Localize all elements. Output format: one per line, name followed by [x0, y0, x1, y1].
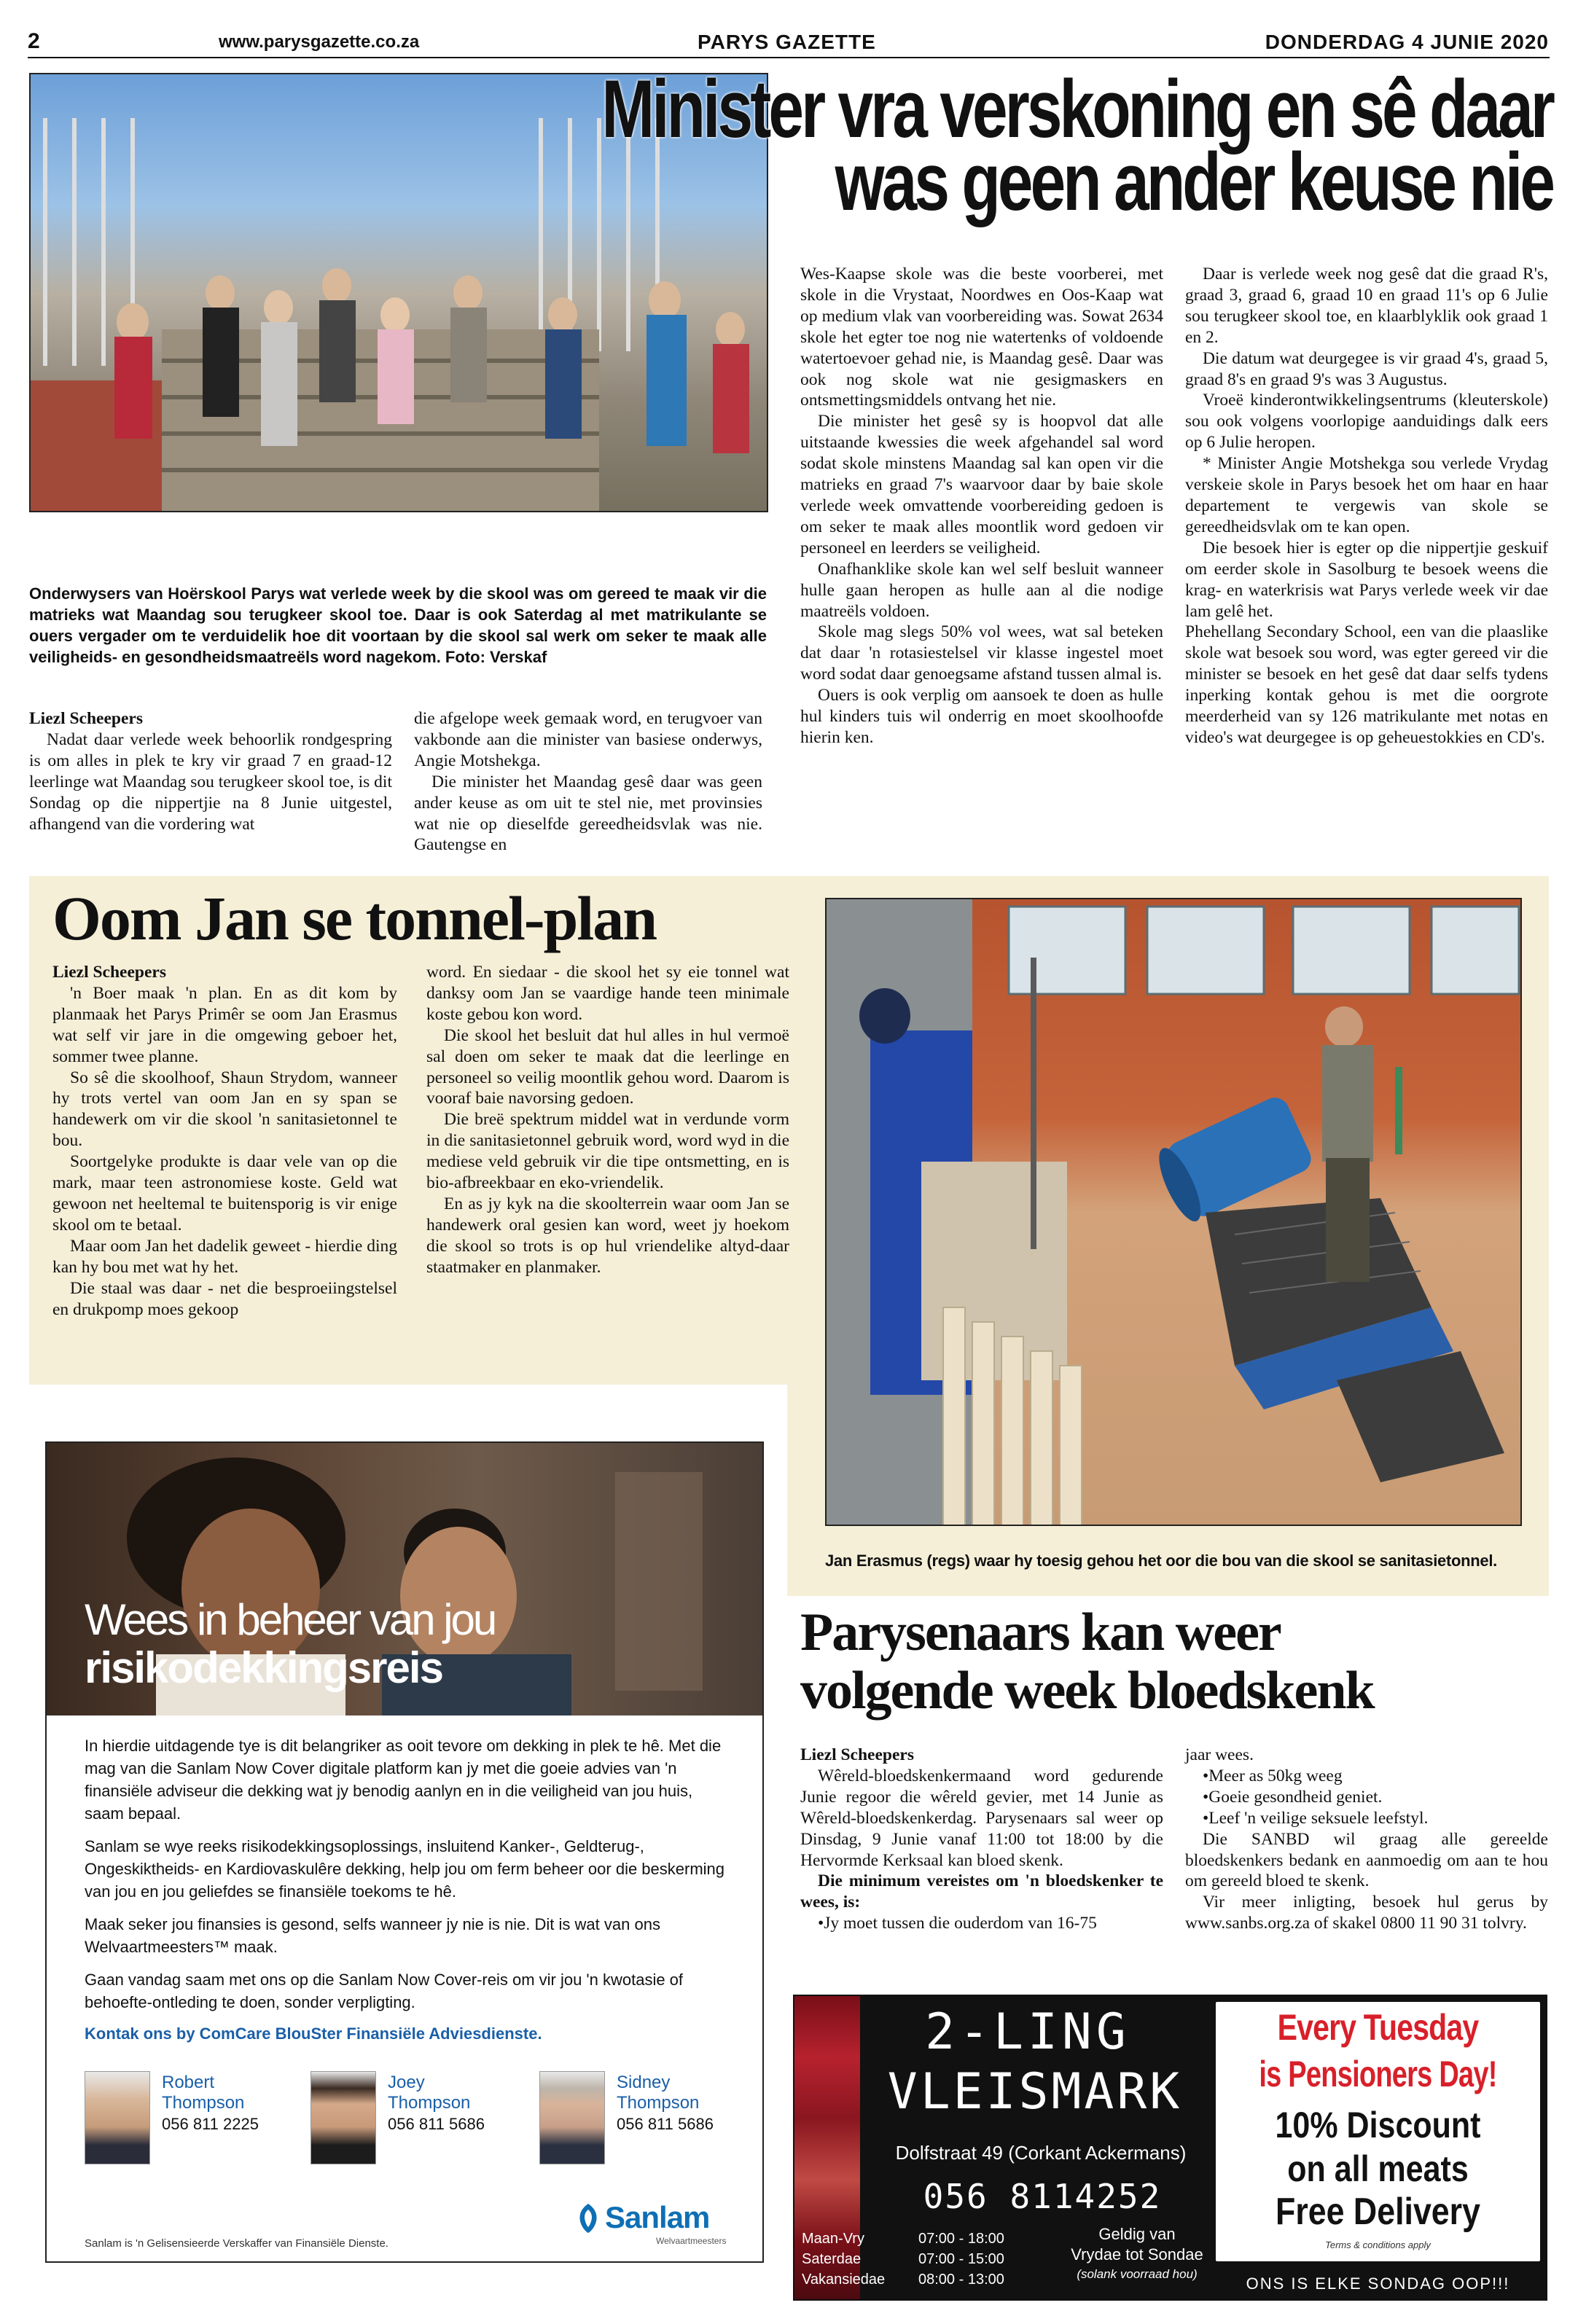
contact-last-name: Thompson [388, 2093, 471, 2113]
hours-time-2: 07:00 - 15:00 [918, 2251, 1004, 2267]
promo-terms: Terms & conditions apply [1325, 2239, 1431, 2250]
vleismark-name-2: VLEISMARK [887, 2063, 1183, 2121]
paragraph: Die staal was daar - net die besproeiingstelsel en drukpomp moes gekoop [52, 1278, 397, 1319]
main-headline [484, 63, 1552, 227]
header-rule [28, 57, 1550, 58]
sanlam-logo-sub: Welvaartmeesters [656, 2236, 727, 2246]
byline: Liezl Scheepers [800, 1745, 914, 1764]
sanlam-para-2: Sanlam se wye reeks risikodekkingsoplossings, insluitend Kanker-, Geldterug-, Ongeskiktheids- en Kardiovaskulêre dekking, help jou om ferm beheer oor die beskerming van jou en jou geliefdes se finansiële toekoms te hê. [85, 1837, 725, 1901]
paragraph-bold: Die minimum vereistes om 'n bloedskenker te wees, is: [800, 1871, 1163, 1912]
blood-headline-line-2: volgende week bloedskenk [800, 1661, 1374, 1721]
bullet: •Leef 'n veilige seksuele leefstyl. [1203, 1808, 1429, 1828]
vleismark-address: Dolfstraat 49 (Corkant Ackermans) [895, 2142, 1187, 2164]
article1-column-4 [1185, 264, 1548, 748]
avatar [310, 2071, 376, 2164]
paragraph: Die minister het Maandag gesê daar was geen ander keuse as om uit te stel nie, met provinsies wat nie op dieselfde gereedheidsvlak was nie. Gautengse en [414, 772, 762, 855]
promo-line-3: 10% Discount [1275, 2105, 1481, 2145]
sanlam-disclaimer: Sanlam is 'n Gelisensieerde Verskaffer van Finansiële Dienste. [85, 2237, 388, 2250]
promo-line-5: Free Delivery [1276, 2191, 1480, 2233]
contact-card-joey[interactable] [310, 2071, 529, 2173]
hours-day-2: Saterdae [802, 2251, 862, 2267]
article1-column-1 [29, 708, 392, 834]
contact-first-name: Sidney [617, 2073, 671, 2092]
sanlam-logo[interactable] [576, 2201, 736, 2252]
blood-headline-line-1: Parysenaars kan weer [800, 1603, 1281, 1662]
promo-line-4: on all meats [1287, 2148, 1469, 2189]
paragraph: 'n Boer maak 'n plan. En as dit kom by planmaak het Parys Primêr se oom Jan Erasmus wat self vir jare in die omgewing geboer het, sommer twee planne. [52, 983, 397, 1066]
issue-date: DONDERDAG 4 JUNIE 2020 [1265, 31, 1549, 53]
sanlam-ad-body [85, 1734, 726, 2045]
delivery-line-1: Geldig van [1098, 2225, 1176, 2243]
tunnel-photo [825, 898, 1522, 1526]
contact-card-sidney[interactable] [539, 2071, 758, 2173]
paragraph: Wêreld-bloedskenkermaand word gedurende Junie regoor die wêreld gevier, met 14 Junie as Wêreld-bloedskenkerdag. Parysenaars sal weer op Dinsdag, 9 Junie vanaf 11:00 tot 18:00 by die Hervormde Kerksaal kan bloed skenk. [800, 1766, 1163, 1870]
bullet: •Jy moet tussen die ouderdom van 16-75 [818, 1914, 1097, 1933]
contact-first-name: Robert [162, 2073, 215, 2092]
paragraph: Die SANBD wil graag alle gereelde bloedskenkers bedank en aanmoedig om aan te hou om gereeld bloed te skenk. [1185, 1829, 1548, 1891]
blood-headline [800, 1603, 1551, 1720]
contact-phone[interactable]: 056 811 2225 [162, 2115, 259, 2133]
article1-column-2 [414, 708, 762, 856]
page-number: 2 [28, 29, 40, 53]
paragraph: Soortgelyke produkte is daar vele van op die mark, maar teen astronomiese koste. Geld wat gewoon net heeltemal te buitensporig is vir enige skool om te betaal. [52, 1152, 397, 1235]
paragraph: Vroeë kinderontwikkelingsentrums (kleuterskole) sou ook volgens voorlopige aanduidings dalk eers op 6 Julie heropen. [1185, 391, 1548, 453]
sanlam-ad-headline-2: risikodekkingsreis [85, 1643, 442, 1692]
paragraph: Phehellang Secondary School, een van die plaaslike skole wat besoek sou word, was egter gereed vir die minister se besoek en het gesê dat daar selfs tydens inperking kontak gehou is met die oorgrote meerderheid van sy 126 matrikulante met notas en video's wat deurgegee is op geheuestokkies en CD's. [1185, 622, 1548, 747]
vleismark-ad[interactable] [793, 1995, 1547, 2301]
delivery-note: (solank voorraad hou) [1077, 2267, 1198, 2281]
sanlam-para-3: Maak seker jou finansies is gesond, selfs wanneer jy nie is nie. Dit is wat van ons Welvaartmeesters™ maak. [85, 1915, 660, 1956]
paragraph: En as jy kyk na die skoolterrein waar oom Jan se handewerk oral gesien kan word, weet jy hoekom die skool so trots is op hul vriendelike altyd-daar staatmaker en planmaker. [426, 1194, 789, 1277]
sanlam-shield-icon [576, 2202, 601, 2234]
bullet: •Goeie gesondheid geniet. [1203, 1787, 1383, 1807]
contact-last-name: Thompson [617, 2093, 700, 2113]
paragraph: Nadat daar verlede week behoorlik rondgespring is om alles in plek te kry vir graad 7 en graad-12 leerlinge wat Maandag sou terugkeer skool toe, is dit Sondag op die nippertjie na 8 Junie uitgestel, afhangend van die vordering wat [29, 729, 392, 834]
tunnel-photo-caption: Jan Erasmus (regs) waar hy toesig gehou het oor die bou van die skool se sanitasietonnel. [825, 1552, 1497, 1570]
vleismark-phone[interactable]: 056 8114252 [923, 2177, 1162, 2216]
promo-line-1: Every Tuesday [1277, 2007, 1479, 2048]
sanlam-ad[interactable] [45, 1441, 764, 2263]
avatar [539, 2071, 605, 2164]
delivery-line-2: Vrydae tot Sondae [1071, 2245, 1203, 2264]
sanlam-para-1: In hierdie uitdagende tye is dit belangriker as ooit tevore om dekking in plek te hê. Met die mag van die Sanlam Now Cover digitale platform kan jy met die goeie advies van 'n finansiële adviseur die dekking wat jy benodig aanlyn en in die veiligheid van jou huis, saam bepaal. [85, 1737, 722, 1823]
paragraph: Wes-Kaapse skole was die beste voorberei, met skole in die Vrystaat, Noordwes en Oos-Kaap wat op medium vlak van voorbereiding was. Sowat 2634 skole het egter toe nog nie watertenks of voldoende watertoevoer gehad nie, is Maandag gesê. Daar was ook nog skole wat nie gesigmaskers en ontsmettingsmiddels ontvang het nie. [800, 265, 1163, 410]
hours-time-3: 08:00 - 13:00 [918, 2272, 1004, 2288]
paragraph: Die besoek hier is egter op die nippertjie geskuif om eerder skole in Sasolburg te besoek weens die krag- en waterkrisis wat Parys verlede week vir dae lam gelê het. [1185, 538, 1548, 621]
hours-day-1: Maan-Vry [802, 2231, 864, 2247]
photo-caption: Onderwysers van Hoërskool Parys wat verlede week by die skool was om gereed te maak vir die matrieks wat Maandag sou terugkeer skool toe. Daar is ook Saterdag al met matrikulante se ouers vergader om te verduidelik hoe dit voortaan by die skool sal werk om seker te maak alle veiligheids- en gesondheidsmaatreëls word nagekom. Foto: Verskaf [29, 584, 767, 666]
bullet: •Meer as 50kg weeg [1203, 1766, 1343, 1785]
article1-column-3 [800, 264, 1163, 748]
paragraph: So sê die skoolhoof, Shaun Strydom, wanneer hy trots vertel van oom Jan en sy span se handewerk om vir die skool 'n sanitasietonnel te bou. [52, 1068, 397, 1151]
promo-panel [1216, 2002, 1540, 2261]
paragraph: Vir meer inligting, besoek hul gerus by www.sanbs.org.za of skakel 0800 11 90 31 tolvry. [1185, 1893, 1548, 1933]
headline-line-2: was geen ander keuse nie [835, 136, 1552, 227]
article3-column-1 [800, 1745, 1163, 1934]
paragraph: Die datum wat deurgegee is vir graad 4's, graad 5, graad 8's en graad 9's was 3 Augustus. [1185, 348, 1548, 389]
paragraph: Die breë spektrum middel wat in verdunde vorm in die sanitasietonnel gebruik word, word wyd in die mediese veld gebruik vir die tipe ontsmetting, en is bio-afbreekbaar en eko-vriendelik. [426, 1110, 789, 1193]
paragraph: die afgelope week gemaak word, en terugvoer van vakbonde aan die minister van basiese onderwys, Angie Motshekga. [414, 709, 762, 770]
paragraph: Skole mag slegs 50% vol wees, wat sal beteken dat daar 'n rotasiestelsel vir klasse ingestel moet word sodat daar genoegsame afstand tussen almal is. [800, 622, 1163, 684]
vleismark-name-1: 2-LING [925, 2003, 1130, 2061]
contact-card-robert[interactable] [85, 2071, 303, 2173]
website[interactable]: www.parysgazette.co.za [219, 32, 420, 52]
avatar [85, 2071, 150, 2164]
article2-column-2 [426, 962, 789, 1278]
paragraph: Die skool het besluit dat hul alles in hul vermoë sal doen om seker te maak dat die leerlinge en personeel so veilig moontlik gehou word. Daarom is vooraf baie navorsing gedoen. [426, 1025, 789, 1108]
paragraph: Maar oom Jan het dadelik geweet - hierdie ding kan hy bou met wat hy het. [52, 1236, 397, 1277]
headline-line-1: Minister vra verskoning en sê daar [601, 63, 1552, 154]
paragraph: word. En siedaar - die skool het sy eie tonnel wat danksy oom Jan se vaardige hande teen minimale koste gebou kon word. [426, 963, 789, 1024]
paragraph: Ouers is ook verplig om aansoek te doen as hulle hul kinders tuis wil onderrig en moet skoolhoofde hierin ken. [800, 686, 1163, 747]
sanlam-ad-headline-1: Wees in beheer van jou [85, 1595, 496, 1644]
byline: Liezl Scheepers [29, 709, 143, 728]
paragraph: * Minister Angie Motshekga sou verlede Vrydag verskeie skole in Parys besoek het om haar en haar departement te vergewis van skole se gereedheidsvlak om te kan open. [1185, 454, 1548, 536]
article2-column-1 [52, 962, 397, 1320]
tunnel-headline: Oom Jan se tonnel-plan [52, 883, 657, 953]
paragraph: Daar is verlede week nog gesê dat die graad R's, graad 3, graad 6, graad 10 en graad 11's op 6 Julie sou terugkeer skool toe, en klaarblyklik ook graad 1 en 2. [1185, 265, 1548, 347]
contact-first-name: Joey [388, 2073, 425, 2092]
sunday-notice: ONS IS ELKE SONDAG OOP!!! [1246, 2274, 1510, 2293]
hours-time-1: 07:00 - 18:00 [918, 2231, 1004, 2247]
contact-phone[interactable]: 056 811 5686 [617, 2115, 714, 2133]
paragraph: Onafhanklike skole kan wel self besluit wanneer hulle gaan heropen as hulle aan al die nodige maatreëls voldoen. [800, 559, 1163, 621]
sanlam-contact-line[interactable]: Kontak ons by ComCare BlouSter Finansiële Adviesdienste. [85, 2024, 542, 2043]
contact-last-name: Thompson [162, 2093, 245, 2113]
byline: Liezl Scheepers [52, 963, 166, 982]
paragraph: jaar wees. [1185, 1745, 1254, 1764]
paper-name: PARYS GAZETTE [698, 31, 876, 53]
article3-column-2 [1185, 1745, 1548, 1934]
sanlam-logo-text: Sanlam [605, 2200, 710, 2234]
promo-line-2: is Pensioners Day! [1259, 2054, 1497, 2094]
sanlam-para-4: Gaan vandag saam met ons op die Sanlam Now Cover-reis om vir jou 'n kwotasie of behoefte-ontleding te doen, sonder verpligting. [85, 1971, 684, 2011]
paragraph: Die minister het gesê sy is hoopvol dat alle uitstaande kwessies die week afgehandel sal word sodat skole minstens Maandag sal kan open vir die matrieks en graad 7's waarvoor daar by baie skole verlede week omvattende voorbereiding gedoen is om seker te maak alles moontlik word gedoen vir personeel en leerders se veiligheid. [800, 412, 1163, 557]
hours-day-3: Vakansiedae [802, 2272, 886, 2288]
contact-phone[interactable]: 056 811 5686 [388, 2115, 485, 2133]
